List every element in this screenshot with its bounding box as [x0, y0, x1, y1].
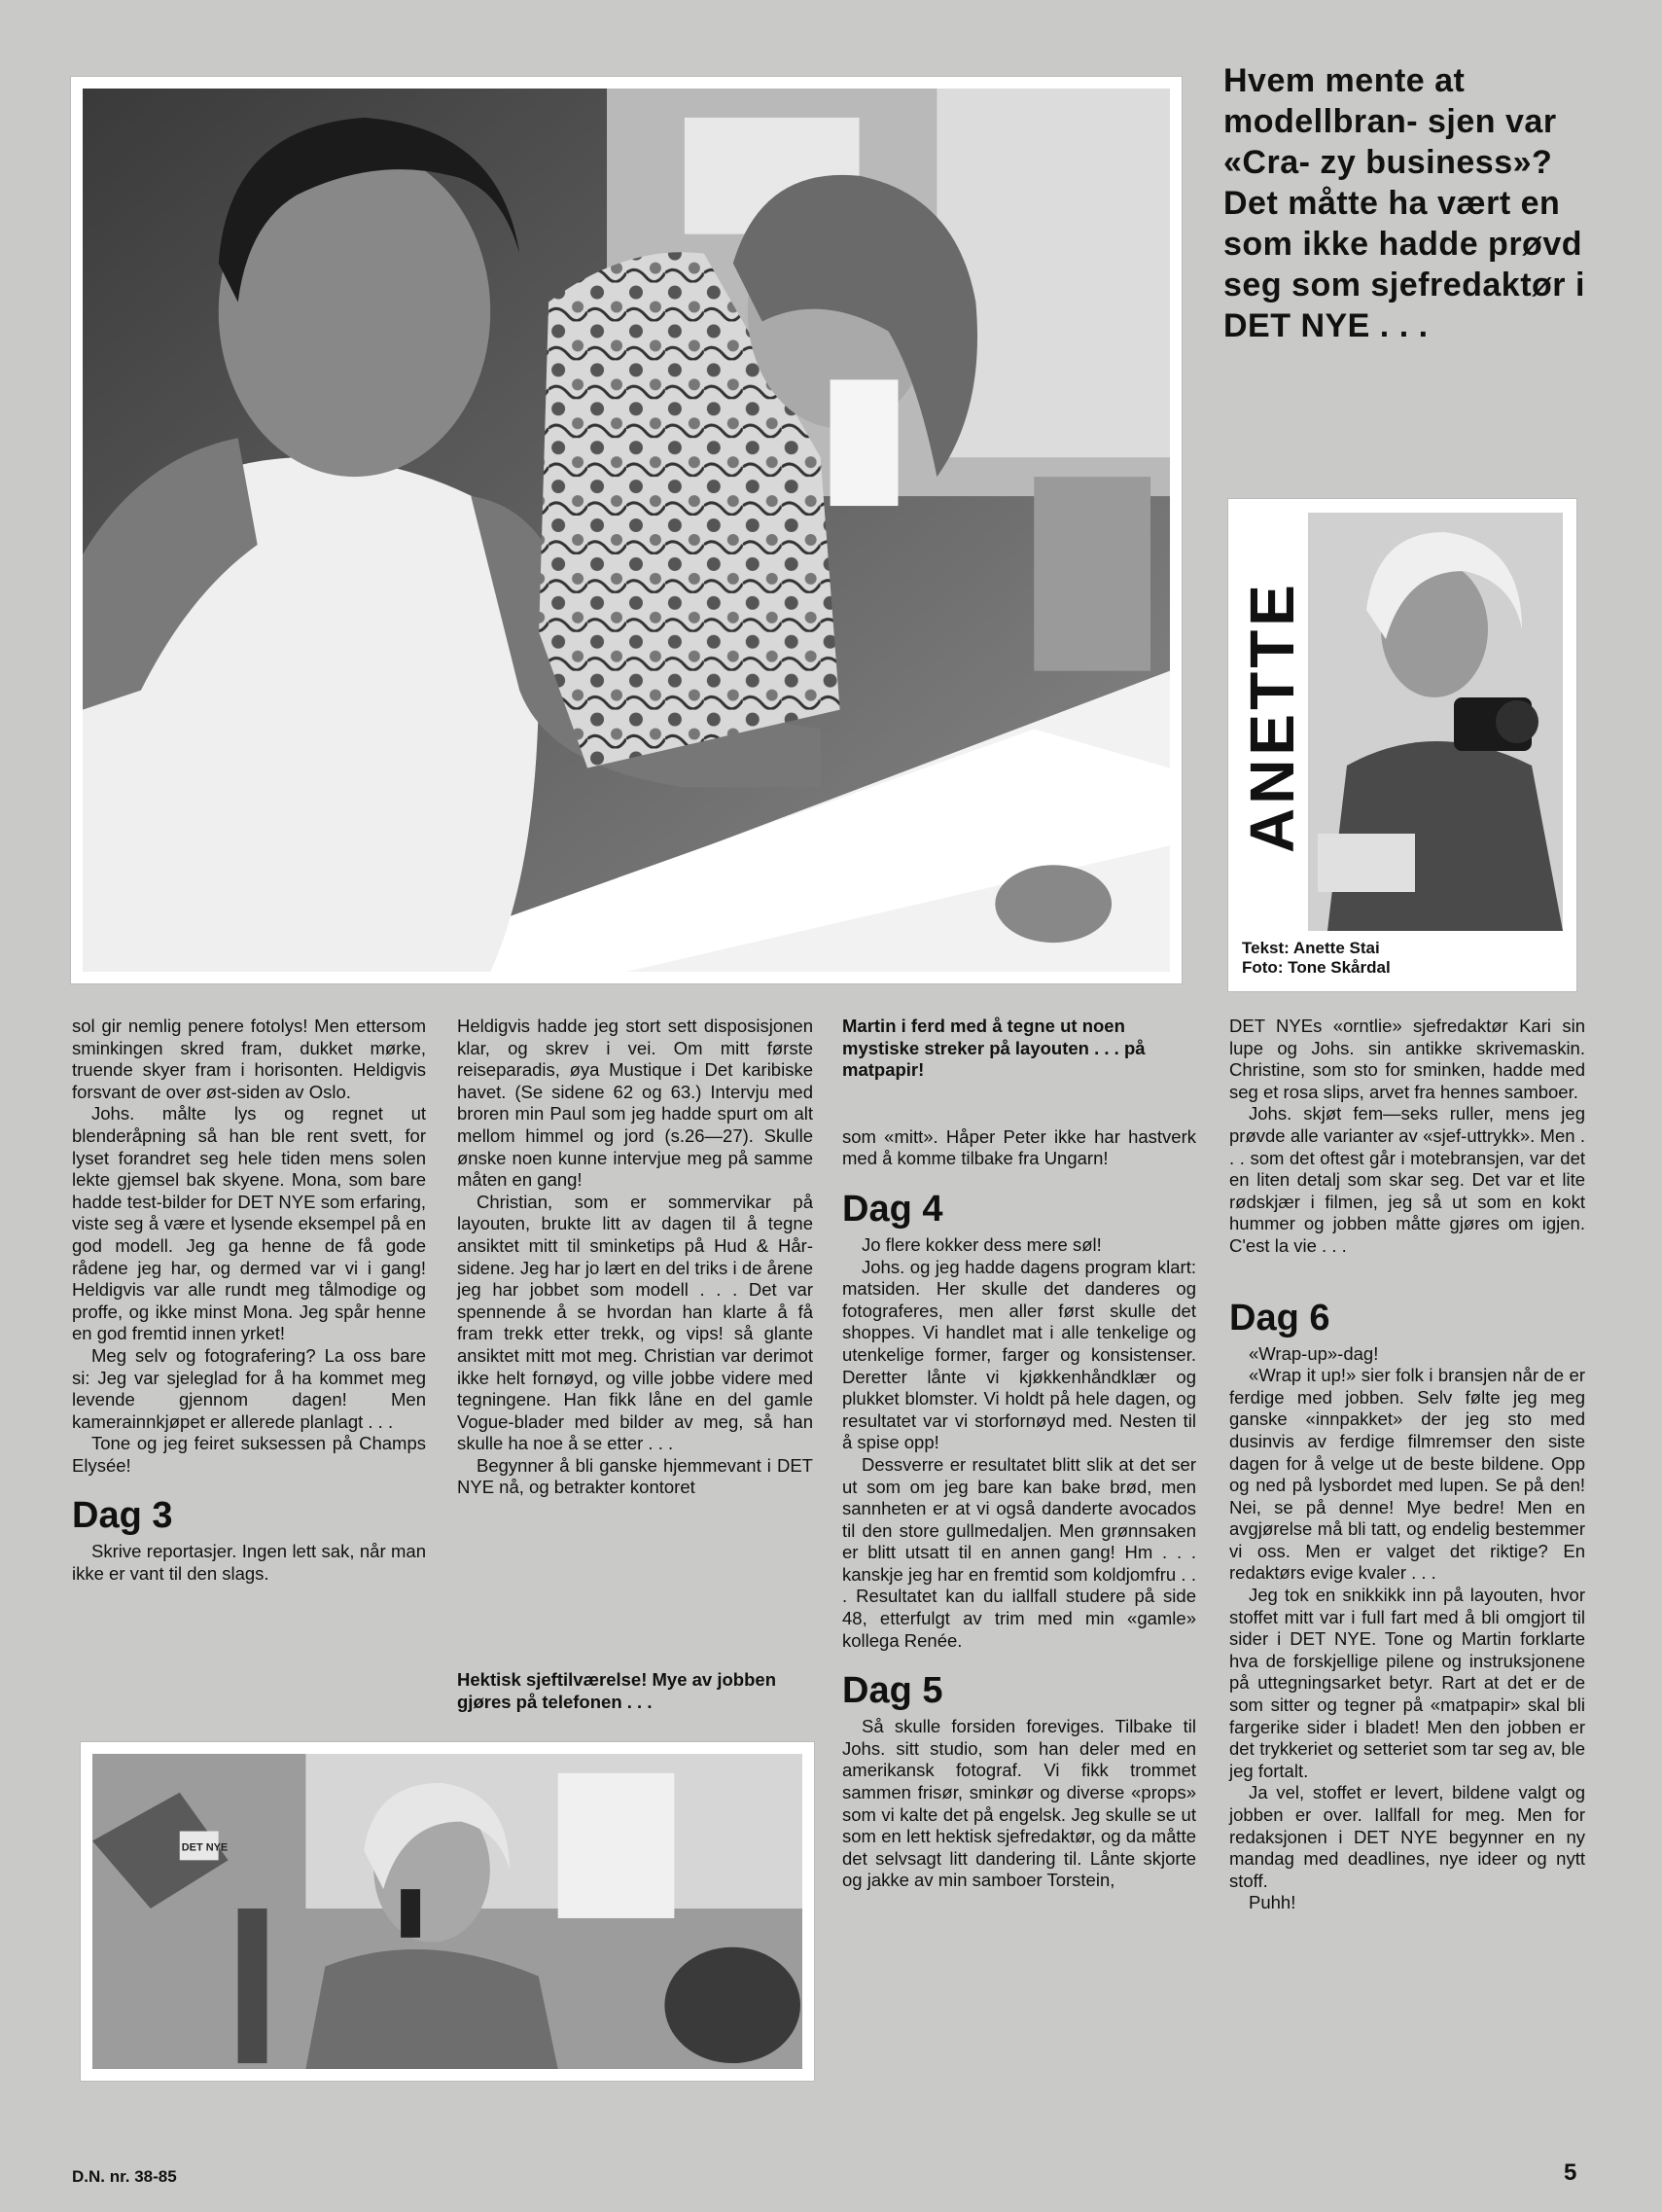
col4-paragraph-6: Ja vel, stoffet er levert, bildene valgt og jobben er over. Iallfall for meg. Men for redaksjonen i DET NYE begynner en ny mandag med deadlines, nye ideer og nytt stoff.: [1229, 1782, 1585, 1891]
column-1: [72, 1016, 426, 1586]
col4-paragraph-7: Puhh!: [1249, 1892, 1296, 1913]
page-number: 5: [1564, 2159, 1577, 2186]
col4-paragraph-5: Jeg tok en snikkikk inn på layouten, hvor stoffet mitt var i full fart med å bli omgjort til sider i DET NYE. Tone og Martin forklarte hva de forskjellige pilene og instruksjonene på uttegningsarket betyr. Rart at det er de som sitter og tegner på «matpapir» skal bli fargerike sider i bladet! Men den jobben er det trykkeriet og setteriet som tar seg av, ble jeg fortalt.: [1229, 1585, 1585, 1781]
dag-5-heading: Dag 5: [842, 1670, 943, 1712]
column-4: [1229, 1016, 1585, 1914]
main-photo-image: [83, 89, 1170, 972]
col2-paragraph-1: Heldigvis hadde jeg stort sett disposisjonen klar, og skrev i vei. Om mitt første reiseparadis, øya Mustique i Det karibiske havet. (Se sidene 62 og 63.) Intervju med broren min Paul som jeg hadde spurt om alt mellom himmel og jord (s.26—27). Skulle ønske noen kunne intervjue meg på samme måten en gang!: [457, 1016, 813, 1191]
column-2: [457, 1016, 813, 1712]
col3-paragraph-1: som «mitt». Håper Peter ikke har hastverk med å komme tilbake fra Ungarn!: [842, 1125, 1196, 1169]
anette-vertical-title: [1237, 513, 1307, 921]
col4-paragraph-1: DET NYEs «orntlie» sjefredaktør Kari sin lupe og Johs. sin antikke skrivemaskin. Christine, som sto for sminken, hadde med seg et rosa slips, arvet fra hennes samboer.: [1229, 1016, 1585, 1102]
col1-paragraph-4: Tone og jeg feiret suksessen på Champs Elysée!: [72, 1433, 426, 1476]
column-3: [842, 1016, 1196, 1892]
col3-paragraph-5: Så skulle forsiden foreviges. Tilbake til Johs. sitt studio, som han deler med en amerikansk fotograf. Vi fikk trommet sammen frisør, sminkør og diverse «props» som vi kalte det på engelsk. Jeg skulle se ut som en lett hektisk sjefredaktør, og da måtte det selvsagt litt dandering til. Lånte skjorte og jakke av min samboer Torstein,: [842, 1716, 1196, 1891]
col3-paragraph-2: Jo flere kokker dess mere søl!: [862, 1233, 1102, 1255]
col4-paragraph-2: Johs. skjøt fem—seks ruller, mens jeg prøvde alle varianter av «sjef-uttrykk». Men . . . som det oftest går i motebransjen, var det en liten detalj som skar seg. Det var et lite rødskjær i filmen, jeg så ut som en kokt hummer og jobben måtte gjøres om igjen. C'est la vie . . .: [1229, 1103, 1585, 1256]
col1-paragraph-3: Meg selv og fotografering? La oss bare si: Jeg var sjeleglad for å ha kommet meg levende gjennom dagen! Men kamerainnkjøpet er allerede planlagt . . .: [72, 1344, 426, 1432]
anette-photo-image: [1308, 513, 1563, 931]
lamp-label: DET NYE: [181, 1841, 229, 1854]
col1-paragraph-2: Johs. målte lys og regnet ut blenderåpning så han ble rent svett, for lyset forandret seg hele tiden mens solen lekte gjemsel bak skyene. Mona, som bare hadde test-bilder for DET NYE som erfaring, viste seg å være et lysende eksempel på en god modell. Jeg ga henne de få gode rådene jeg har, og dermed var vi i gang! Heldigvis var alle rundt meg tålmodige og proffe, og ikke minst Mona. Jeg spår henne en god fremtid innen yrket!: [72, 1103, 426, 1344]
dag-6-heading: Dag 6: [1229, 1297, 1330, 1338]
col1-paragraph-5: Skrive reportasjer. Ingen lett sak, når man ikke er vant til den slags.: [72, 1541, 426, 1585]
phone-photo-caption: Hektisk sjeftilværelse! Mye av jobben gjøres på telefonen . . .: [457, 1669, 776, 1712]
anette-name: ANETTE: [1237, 581, 1307, 853]
main-photo: [70, 76, 1183, 984]
col3-paragraph-4: Dessverre er resultatet blitt slik at det ser ut som om jeg bare kan bake brød, men sannheten er at vi også danderte avocados til den store gullmedaljen. Men grønnsaken er blitt utsatt til en annen gang! Hm . . . kanskje jeg har en fremtid som koldjomfru . . . Resultatet kan du iallfall studere på side 48, etterfulgt av trim med min «gamle» kollega Renée.: [842, 1453, 1196, 1651]
phone-photo: [80, 1741, 815, 2082]
credit-text: Tekst: Anette Stai: [1242, 939, 1380, 957]
issue-label: D.N. nr. 38-85: [72, 2167, 177, 2186]
dag-3-heading: Dag 3: [72, 1495, 173, 1537]
main-photo-caption: Martin i ferd med å tegne ut noen mystiske streker på layouten . . . på matpapir!: [842, 1016, 1146, 1081]
col1-paragraph-1: sol gir nemlig penere fotolys! Men ettersom sminkingen skred fram, dukket mørke, truende skyer fram i horisonten. Heldigvis forsvant de over øst-siden av Oslo.: [72, 1016, 426, 1102]
credit-photo: Foto: Tone Skårdal: [1242, 958, 1391, 977]
photo-credits: [1242, 939, 1567, 978]
headline: Hvem mente at modellbran- sjen var «Cra- zy business»? Det måtte ha vært en som ikke hadde prøvd seg som sjefredaktør i DET NYE . . .: [1223, 62, 1585, 344]
phone-photo-image: [92, 1754, 802, 2069]
col4-paragraph-4: «Wrap it up!» sier folk i bransjen når de er ferdige med jobben. Selv følte jeg meg ganske «innpakket» der jeg sto med dusinvis av ferdige filmremser den siste dagen for å velge ut de beste bildene. Opp og ned på lysbordet med lupen. Se på den! Nei, se på denne! Mye bedre! Men en avgjørelse må bli tatt, og endelig bestemmer vi oss. Men er valget det riktige? En redaktørs evige kvaler . . .: [1229, 1365, 1585, 1584]
col4-paragraph-3: «Wrap-up»-dag!: [1249, 1342, 1379, 1364]
col3-paragraph-3: Johs. og jeg hadde dagens program klart: matsiden. Her skulle det danderes og fotograferes, men aller først skulle det shoppes. Vi handlet mat i alle tenkelige og utenkelige former, farger og konsistenser. Deretter lånte vi kjøkkenhåndklær og plukket blomster. Vi holdt på hele dagen, og resultatet var vi storfornøyd med. Nesten til å spise opp!: [842, 1256, 1196, 1453]
dag-4-heading: Dag 4: [842, 1188, 943, 1230]
col2-paragraph-2: Christian, som er sommervikar på layouten, brukte litt av dagen til å tegne ansiktet mitt til sminketips på Hud & Hår-sidene. Jeg har jo lært en del triks i de årene jeg har jobbet som modell . . . Det var spennende å se hvordan han klarte å få fram trekk etter trekk, og vips! så glante ansiktet mitt mot meg. Christian var derimot ikke helt fornøyd, og ville jobbe videre med tegningene. Han fikk låne en del gamle Vogue-blader med bilder av meg, så han skulle ha noe å se etter . . .: [457, 1191, 813, 1454]
anette-photo-box: [1227, 498, 1577, 992]
col2-paragraph-3: Begynner å bli ganske hjemmevant i DET NYE nå, og betrakter kontoret: [457, 1454, 813, 1498]
